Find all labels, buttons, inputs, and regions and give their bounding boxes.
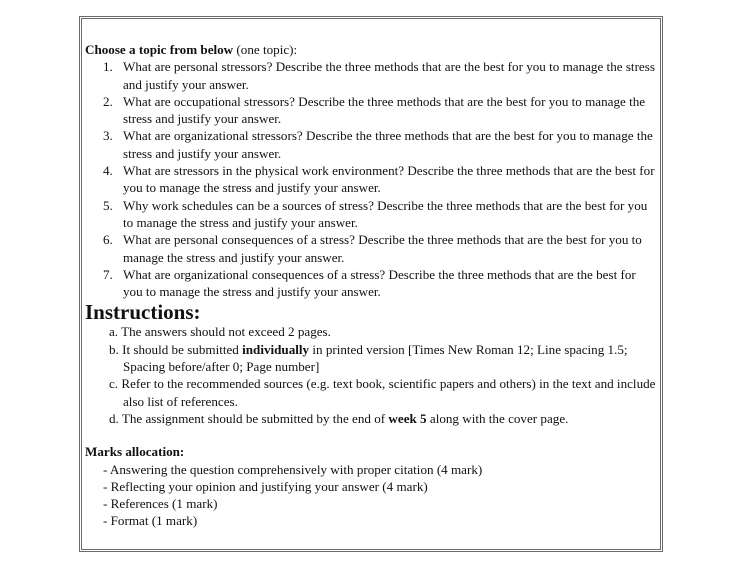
- topics-list: [85, 58, 658, 300]
- instruction-b-continued: Spacing before/after 0; Page number]: [123, 359, 320, 375]
- topic-text: What are personal stressors? Describe the three methods that are the best for you to manage the stress and justify your answer.: [123, 59, 655, 92]
- topic-number: 5.: [103, 197, 113, 213]
- instructions-heading: Instructions:: [85, 300, 201, 325]
- topic-text: What are personal consequences of a stress? Describe the three methods that are the best for you to manage the stress and justify your answer.: [123, 232, 642, 265]
- mark-item: - Answering the question comprehensively with proper citation (4 mark): [103, 461, 483, 477]
- instruction-d: d. The assignment should be submitted by the end of week 5 along with the cover page.: [109, 410, 569, 426]
- assignment-box: [79, 16, 663, 552]
- topic-item: [85, 127, 658, 162]
- marks-heading: Marks allocation:: [85, 444, 185, 460]
- topic-text: What are stressors in the physical work environment? Describe the three methods that are the best for you to manage the stress and justify your answer.: [123, 163, 655, 196]
- assignment-content: [85, 41, 658, 530]
- topics-heading: Choose a topic from below (one topic):: [85, 42, 298, 57]
- topic-number: 2.: [103, 93, 113, 109]
- mark-item: - References (1 mark): [103, 496, 218, 512]
- mark-item: - Reflecting your opinion and justifying your answer (4 mark): [103, 478, 428, 494]
- topic-item: [85, 58, 658, 93]
- instruction-a: a. The answers should not exceed 2 pages.: [109, 324, 331, 340]
- instruction-c: c. Refer to the recommended sources (e.g. text book, scientific papers and others) in the text and include also list of references.: [109, 376, 656, 409]
- topic-item: [85, 231, 658, 266]
- topic-item: [85, 93, 658, 128]
- topic-text: What are organizational stressors? Describe the three methods that are the best for you to manage the stress and justify your answer.: [123, 128, 653, 161]
- topic-number: 3.: [103, 128, 113, 144]
- mark-item: - Format (1 mark): [103, 513, 198, 529]
- instruction-b: b. It should be submitted individually in printed version [Times New Roman 12; Line spacing 1.5;: [109, 341, 628, 357]
- topic-item: [85, 266, 658, 301]
- topic-number: 4.: [103, 163, 113, 179]
- topic-number: 6.: [103, 232, 113, 248]
- topic-text: Why work schedules can be a sources of stress? Describe the three methods that are the best for you to manage the stress and justify your answer.: [123, 197, 648, 230]
- marks-list: [85, 461, 658, 530]
- topic-number: 7.: [103, 266, 113, 282]
- topic-item: [85, 197, 658, 232]
- topic-text: What are organizational consequences of a stress? Describe the three methods that are the best for you to manage the stress and justify your answer.: [123, 266, 636, 300]
- topic-number: 1.: [103, 59, 113, 75]
- topic-item: [85, 162, 658, 197]
- topic-text: What are occupational stressors? Describe the three methods that are the best for you to manage the stress and justify your answer.: [123, 93, 646, 127]
